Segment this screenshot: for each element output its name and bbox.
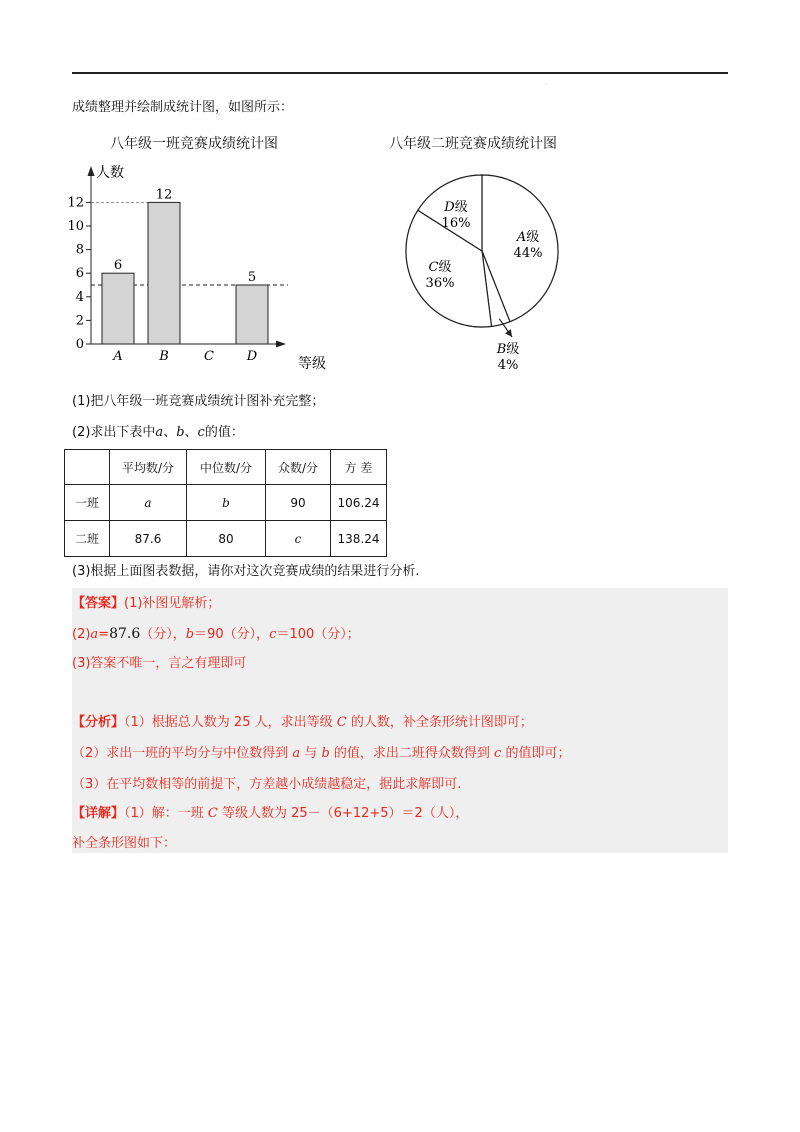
detail-line-2: 补全条形图如下：: [72, 836, 177, 851]
y-tick-label: 12: [67, 195, 84, 211]
table-header-cell: 众数/分: [266, 450, 331, 485]
answer-c-eq: ＝100（分）；: [276, 627, 360, 642]
analysis-2-pre: （2）求出一班的平均分与中位数得到: [72, 746, 293, 761]
table-cell: 80: [187, 521, 266, 557]
category-label-C: C: [204, 349, 214, 364]
pie-label-suffix: 级: [454, 200, 468, 215]
answer-var-b: b: [185, 627, 195, 642]
table-cell: 106.24: [331, 485, 387, 521]
y-axis-label: 人数: [96, 165, 124, 181]
pie-label-D: [443, 200, 467, 215]
table-row: [65, 521, 387, 557]
pie-label-letter: A: [516, 230, 527, 245]
answer-var-a: a: [90, 627, 99, 642]
detail-1-pre: （1）解：一班: [124, 806, 208, 821]
detail-var-c: C: [207, 806, 218, 821]
bar-value-label: 12: [155, 187, 173, 203]
stats-table: [64, 449, 387, 557]
table-header-row: [65, 450, 387, 485]
table-header-cell: 平均数/分: [110, 450, 187, 485]
analysis-1-pre: （1）根据总人数为 25 人，求出等级: [124, 715, 337, 730]
question-3: (3)根据上面图表数据，请你对这次竞赛成绩的结果进行分析.: [72, 564, 420, 579]
sep-1: 、: [163, 425, 177, 440]
x-axis-label: 等级: [298, 356, 326, 372]
x-axis-arrow: [276, 341, 286, 348]
table-cell: 87.6: [110, 521, 187, 557]
table-cell: a: [110, 485, 187, 521]
y-tick-label: 2: [75, 313, 84, 329]
top-rule: [72, 72, 728, 74]
category-label-A: A: [113, 349, 123, 364]
analysis-var-b: b: [321, 746, 330, 761]
question-1: (1)把八年级一班竞赛成绩统计图补充完整；: [72, 394, 325, 409]
intro-text: 成绩整理并绘制成统计图，如图所示：: [72, 100, 294, 115]
pie-percent-D: 16%: [441, 216, 471, 231]
bar-D: [236, 285, 268, 344]
question-2-suffix: 的值：: [204, 425, 244, 440]
answer-a-unit: （分），: [140, 627, 186, 642]
answer-line-3: (3)答案不唯一，言之有理即可: [72, 656, 247, 671]
pie-label-letter: C: [428, 260, 439, 275]
var-a: a: [155, 425, 164, 440]
answer-var-c: c: [269, 627, 277, 642]
pie-label-C: [429, 260, 452, 275]
category-label-D: D: [246, 349, 258, 364]
analysis-2-post: 的值即可；: [501, 746, 571, 761]
pie-label-suffix: 级: [506, 342, 520, 357]
detail-1-post: 等级人数为 25－（6+12+5）＝2（人），: [217, 806, 469, 821]
detail-label: 【详解】: [72, 806, 125, 821]
pie-label-suffix: 级: [438, 260, 452, 275]
var-c: c: [197, 425, 205, 440]
y-axis-arrow: [88, 166, 95, 176]
analysis-var-c: C: [336, 715, 347, 730]
table-cell: b: [187, 485, 266, 521]
detail-line-1: [72, 805, 468, 823]
analysis-var-c2: c: [494, 746, 502, 761]
y-tick-label: 4: [75, 289, 84, 305]
analysis-2-mid: 与: [300, 746, 322, 761]
bar-A: [102, 273, 134, 344]
table-cell: 138.24: [331, 521, 387, 557]
answer-2-prefix: (2): [72, 627, 91, 642]
table-header-cell: [65, 450, 110, 485]
pie-percent-C: 36%: [425, 276, 455, 291]
analysis-line-1: [72, 714, 533, 732]
answer-eq: =: [98, 627, 110, 642]
bar-chart-title: 八年级一班竞赛成绩统计图: [110, 136, 278, 152]
analysis-2-mid2: 的值，求出二班得众数得到: [329, 746, 495, 761]
var-b: b: [176, 425, 185, 440]
table-cell: 一班: [65, 485, 110, 521]
y-tick-label: 0: [75, 337, 84, 352]
table-header-cell: 方 差: [331, 450, 387, 485]
table-cell: 90: [266, 485, 331, 521]
pie-chart-title: 八年级二班竞赛成绩统计图: [389, 136, 557, 152]
question-2-prefix: (2)求出下表中: [72, 425, 156, 440]
pie-label-A: [516, 230, 539, 245]
bar-value-label: 5: [247, 270, 257, 285]
table-cell: 二班: [65, 521, 110, 557]
bar-value-label: 6: [113, 258, 123, 274]
analysis-label: 【分析】: [72, 715, 125, 730]
pie-leader-arrow: [505, 329, 512, 337]
bar-B: [148, 202, 180, 344]
table-row: [65, 485, 387, 521]
answer-1: (1)补图见解析；: [124, 596, 221, 611]
analysis-line-2: [72, 745, 570, 763]
sep-2: 、: [184, 425, 198, 440]
pie-label-letter: B: [496, 342, 507, 357]
pie-chart: [390, 163, 580, 388]
analysis-var-a: a: [292, 746, 301, 761]
table-header-cell: 中位数/分: [187, 450, 266, 485]
bar-chart: [58, 158, 358, 380]
question-2: [72, 424, 244, 442]
y-tick-label: 6: [75, 266, 84, 282]
answer-line-1: [72, 595, 220, 613]
pie-label-letter: D: [444, 200, 455, 215]
answer-label: 【答案】: [72, 596, 125, 611]
table-cell: c: [266, 521, 331, 557]
y-tick-label: 8: [75, 242, 84, 258]
category-label-B: B: [159, 349, 169, 364]
page-dot: .: [545, 80, 547, 87]
pie-percent-A: 44%: [513, 246, 543, 261]
pie-label-B: [496, 342, 520, 357]
pie-label-suffix: 级: [526, 230, 540, 245]
analysis-1-post: 的人数，补全条形统计图即可；: [346, 715, 533, 730]
answer-a-value: 87.6: [109, 626, 141, 642]
answer-b-eq: ＝90（分），: [194, 627, 270, 642]
answer-line-2: [72, 625, 360, 644]
pie-percent-B: 4%: [497, 358, 519, 373]
analysis-line-3: （3）在平均数相等的前提下，方差越小成绩越稳定，据此求解即可.: [72, 777, 462, 792]
y-tick-label: 10: [67, 219, 84, 234]
